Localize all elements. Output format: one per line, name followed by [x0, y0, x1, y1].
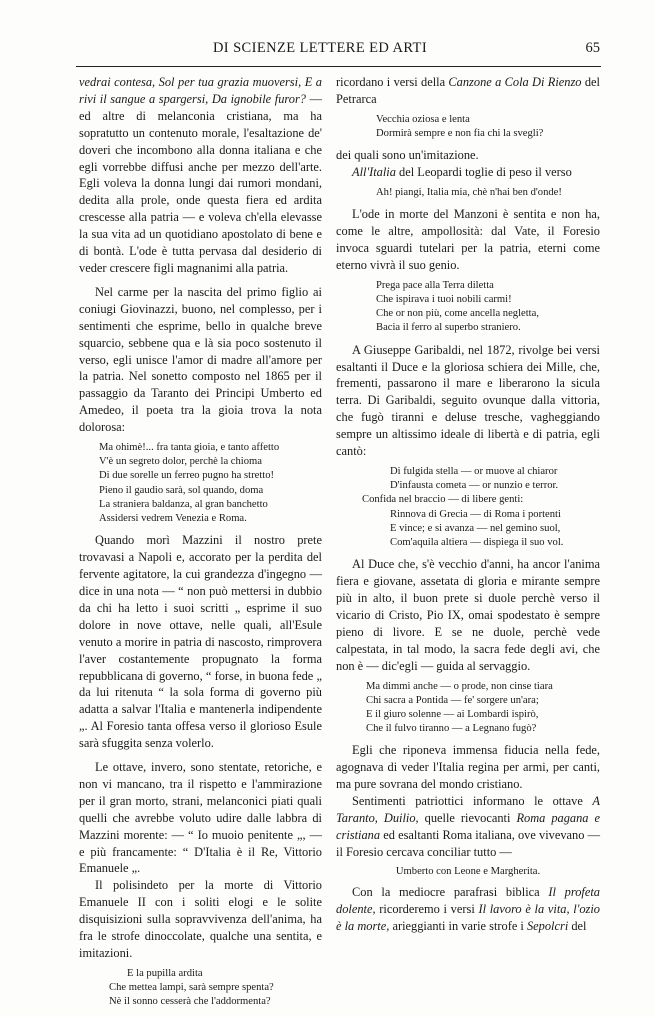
paragraph-text: — ed altre di melanconia cristiana, ma ha sopratutto un contenuto morale, l'esaltazione de' doveri che incombono alla donna italiana e che egli vorrebbe diffusi anche per mezzo dell'arte. Egli voleva la donna lungi dai rumori mondani, dedita alla prole, onde questa fiera ed ardita crescesse alla patria — e voleva ch'ella elevasse la sua vita ad un quotidiano apostolato di bene e di bontà. L'ode è tutta pervasa dal desiderio di veder crescere figli magnanimi alla patria. — [79, 91, 322, 275]
paragraph-text: ricorderemo i versi — [375, 901, 479, 916]
paragraph-text: del Leopardi toglie di peso il verso — [395, 165, 572, 180]
paragraph-text: Sentimenti patriottici informano le ottave — [352, 794, 593, 809]
verse-block — [336, 465, 600, 550]
paragraph: A Giuseppe Garibaldi, nel 1872, rivolge bei versi esaltanti il Duce e la gloriosa schiera dei Mille, che, frementi, passarono il mare e liberarono la sicula terra. Di Garibaldi, seguito ovunque dalla vittoria, che fugò tiranni e deluse tresche, vagheggiando sempre un altissimo ideale di libertà e di patria, egli cantò: — [336, 342, 600, 459]
paragraph — [336, 74, 600, 108]
page-number: 65 — [585, 40, 600, 56]
header-rule — [76, 66, 601, 67]
verse-line-centered: Umberto con Leone e Margherita. — [395, 865, 541, 877]
verse-block — [336, 279, 600, 336]
verse-line: Di fulgida stella — or muove al chiaror — [390, 466, 558, 478]
paragraph: Le ottave, invero, sono stentate, retoriche, e non vi mancano, tra il rispetto e l'ammirazione per il gran morto, strani, melanconici piati quali quelli che avrebbe voluto udire dalle labbra di Mazzini morente: — “ Io muoio penitente „, — e più francamente: “ D'Italia è il Re, Vittorio Emanuele „. — [79, 760, 322, 876]
verse-block — [336, 680, 600, 737]
italic-title: Sepolcri — [526, 918, 569, 933]
paragraph: dei quali sono un'imitazione. — [336, 148, 479, 163]
italic-title: All'Italia — [352, 165, 396, 180]
verse-line: Dormirà sempre e non fia chi la svegli? — [376, 128, 544, 140]
verse-line: V'è un segreto dolor, perchè la chioma — [99, 456, 262, 468]
left-column — [79, 74, 322, 1016]
verse-line: Pieno il gaudio sarà, sol quando, doma — [99, 484, 264, 496]
page-header — [40, 40, 600, 62]
verse-line: Chi sacra a Pontida — fe' sorgere un'ara; — [366, 694, 539, 706]
verse-line: Che or non più, come ancella negletta, — [376, 308, 539, 320]
italic-title: Canzone a Cola Di Rienzo — [448, 75, 582, 89]
italic-title: Il profeta dolente, — [336, 884, 600, 916]
verse-line: Ma ohimè!... fra tanta gioia, e tanto affetto — [99, 442, 280, 454]
paragraph-text: ricordano i versi della — [336, 75, 449, 89]
paragraph-text: ed esaltanti Roma italiana, ove vivevano — il Foresio cercava conciliar tutto — — [336, 827, 600, 859]
verse-line: La straniera baldanza, al gran banchetto — [99, 498, 268, 510]
paragraph — [336, 793, 600, 861]
verse-line: Bacia il ferro al superbo straniero. — [376, 322, 521, 334]
verse-line: E il giuro solenne — ai Lombardi ispirò, — [366, 708, 539, 720]
italic-quote: vedrai contesa, Sol per tua grazia muoversi, E a rivi il sangue a spargersi, Da ignobile furor? — [79, 75, 322, 106]
paragraph-text: del — [568, 918, 587, 933]
paragraph: Egli che riponeva immensa fiducia nella fede, agognava di veder l'Italia regina per armi, per canti, ma pure sovrana del mondo cristiano. — [336, 743, 600, 792]
verse-line: Vecchia oziosa e lenta — [376, 113, 470, 125]
paragraph: L'ode in morte del Manzoni è sentita e non ha, come le altre, ampollosità: dal Vate, il Foresio invoca sguardi tutelari per la patria, eterni come eterno vivrà il suo genio. — [336, 207, 600, 272]
paragraph — [336, 164, 600, 181]
italic-title: A Taranto, Duilio, — [336, 794, 600, 826]
running-title: DI SCIENZE LETTERE ED ARTI — [212, 40, 428, 56]
verse-line: Che mettea lampi, sarà sempre spenta? — [109, 982, 274, 994]
verse-line: D'infausta cometa — or nunzio e terror. — [390, 480, 559, 492]
verse-line: Com'aquila altiera — dispiega il suo vol. — [390, 537, 564, 549]
paragraph — [79, 74, 322, 277]
verse-line: Prega pace alla Terra diletta — [376, 279, 494, 291]
paragraph: Quando morì Mazzini il nostro prete trovavasi a Napoli e, accorato per la perdita del fervente agitatore, la cui grandezza d'ingegno — dice in una nota — “ non può mettersi in dubbio da chi ha letto i suoi scritti „ esprime il suo dolore in nove ottave, nelle quali, all'Esule venuto a morire in patria di nascosto, rimprovera l'aver costantemente propugnato la forma repubblicana di governo, “ forse, in buona fede „ da lui ritenuta “ la sola forma di governo più adatta a salvar l'Italia e mantenerla indipendente „. Al Foresio tanta offesa verso il glorioso Esule sarà sfuggita senza volerlo. — [79, 533, 322, 751]
italic-title: Il lavoro è la vita, l'ozio è la morte, — [336, 901, 600, 933]
paragraph-text: arieggianti in varie strofe i — [389, 918, 527, 933]
paragraph: Al Duce che, s'è vecchio d'anni, ha ancor l'anima fiera e giovane, assetata di gloria e mirante sempre più in alto, il buon prete si duole perchè verso il vicario di Cristo, Pio IX, omai spodestato è sempre pieno di livore. E se ne duole, perchè vede calpestata, in tal modo, la sacra fede degli avi, che non è — dic'egli — guida al servaggio. — [336, 557, 600, 673]
paragraph-text: quelle rievocanti — [418, 811, 517, 826]
verse-line: Ah! piangi, Italia mia, chè n'hai ben d'onde! — [376, 187, 562, 199]
paragraph-text: del Petrarca — [336, 75, 600, 106]
verse-line: E la pupilla ardita — [127, 967, 203, 979]
verse-line: Nè il sonno cesserà che l'addormenta? — [109, 996, 271, 1008]
verse-block — [336, 186, 600, 200]
verse-line: Ma dimmi anche — o prode, non cinse tiara — [366, 680, 553, 692]
italic-title: Roma pagana e cristiana — [336, 811, 600, 842]
paragraph: Il polisindeto per la morte di Vittorio Emanuele II con i soliti elogi e le solite disquisizioni sulla sopravvivenza dell'anima, ha fra le strofe dinoccolate, qualche una sentita, e imitazioni. — [79, 878, 322, 960]
verse-line: Confida nel braccio — di libere genti: — [362, 494, 524, 506]
paragraph: Nel carme per la nascita del primo figlio ai coniugi Giovinazzi, buono, nel complesso, per i sentimenti che esprime, bello in qualche breve squarcio, sebbene qua e là sia poco sostenuto il verso, egli unisce l'amor di madre all'amore per la patria. Nel sonetto composto nel 1865 per il passaggio da Taranto dei Principi Umberto ed Amedeo, il poeta tra la gioia trova la nota dolorosa: — [79, 284, 322, 435]
verse-block — [79, 967, 322, 1010]
verse-line: Rinnova di Grecia — di Roma i portenti — [390, 508, 561, 520]
right-column — [336, 74, 600, 934]
verse-block — [79, 441, 322, 526]
verse-line: E vince; e si avanza — nel gemino suol, — [390, 522, 561, 534]
paragraph — [336, 884, 600, 935]
paragraph-text: Con la mediocre parafrasi biblica — [352, 884, 549, 899]
verse-line: Assidersi vedrem Venezia e Roma. — [99, 513, 247, 525]
verse-line: Che ispirava i tuoi nobili carmi! — [376, 294, 512, 306]
verse-line: Di due sorelle un ferreo pugno ha stretto! — [99, 470, 275, 482]
verse-line: Che il fulvo tiranno — a Legnano fugò? — [366, 723, 537, 735]
verse-block — [336, 113, 600, 141]
